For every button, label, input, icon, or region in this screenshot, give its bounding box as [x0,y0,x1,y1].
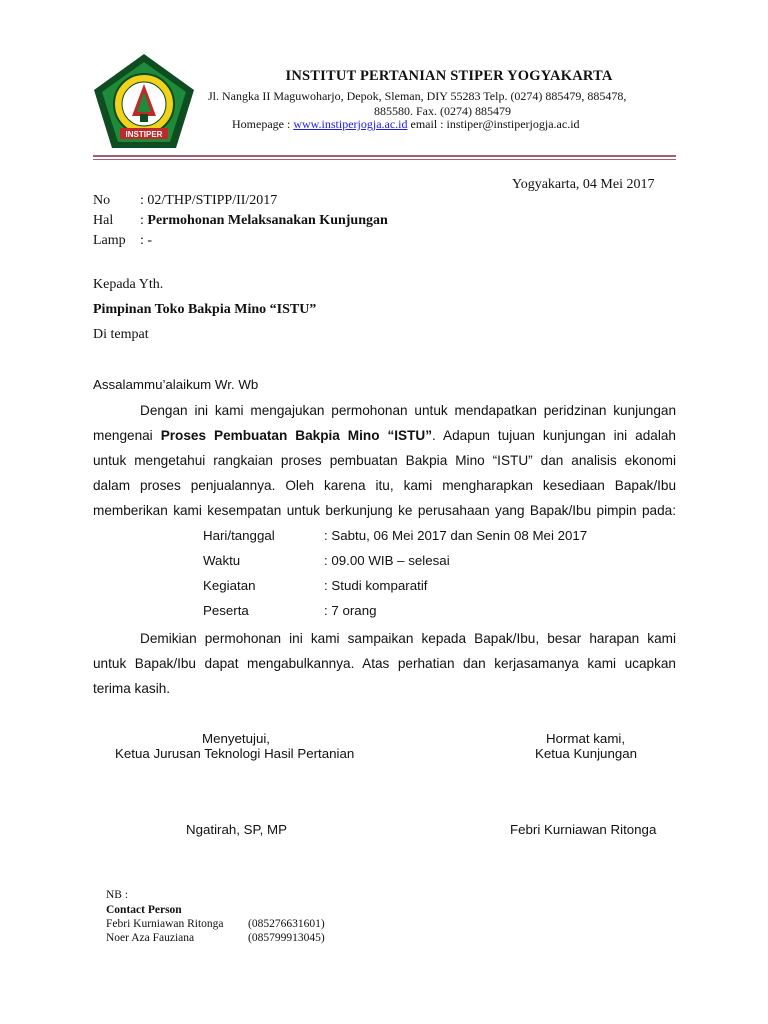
contact-phone-1: (085276631601) [248,918,325,930]
contact-name-2: Noer Aza Fauziana [106,932,195,944]
left-sign-title2: Ketua Jurusan Teknologi Hasil Pertanian [115,746,355,761]
institution-address-line2: 885580. Fax. (0274) 885479 [374,104,511,118]
no-label: No [93,193,111,208]
detail-value-hari: : Sabtu, 06 Mei 2017 dan Senin 08 Mei 2017 [324,528,588,543]
recipient-place: Di tempat [93,327,149,342]
hal-row [140,213,388,229]
nb-label: NB : [106,889,129,901]
para1-line2 [93,423,676,448]
para1-line1: Dengan ini kami mengajukan permohonan untuk mendapatkan peridzinan kunjungan [140,403,676,418]
para1-line5: memberikan kami kesempatan untuk berkunjung ke perusahaan yang Bapak/Ibu pimpin pada: [93,503,676,518]
right-sign-title2: Ketua Kunjungan [535,746,638,761]
institution-logo [90,52,198,152]
contact-name-1: Febri Kurniawan Ritonga [106,918,224,930]
institution-homepage [232,117,580,132]
para2-line3: terima kasih. [93,681,171,696]
detail-value-peserta: : 7 orang [324,603,377,618]
header-rule-thin [93,159,676,160]
para2-line2: untuk Bapak/Ibu dapat mengabulkannya. Atas perhatian dan kerjasamanya kami ucapkan [93,656,676,671]
detail-label-waktu: Waktu [203,553,241,568]
header-rule-thick [93,155,676,157]
homepage-label: Homepage : [232,117,294,131]
para1-line2-c: . Adapun tujuan kunjungan ini adalah [432,428,676,443]
left-sign-name: Ngatirah, SP, MP [186,822,288,837]
right-sign-name: Febri Kurniawan Ritonga [510,822,657,837]
lamp-value: : - [140,233,153,248]
no-value: : 02/THP/STIPP/II/2017 [140,193,278,208]
logo-text: INSTIPER [125,130,163,139]
hal-value: Permohonan Melaksanakan Kunjungan [147,213,388,228]
para1-line2-bold: Proses Pembuatan Bakpia Mino “ISTU” [160,428,433,443]
lamp-label: Lamp [93,233,126,248]
paragraph-closing [93,626,676,701]
email-text: email : instiper@instiperjogja.ac.id [407,117,580,131]
to-line: Kepada Yth. [93,277,164,292]
homepage-link[interactable]: www.instiperjogja.ac.id [293,117,408,131]
paragraph-request [93,398,676,523]
detail-label-hari: Hari/tanggal [203,528,275,543]
greeting: Assalammu’alaikum Wr. Wb [93,377,259,392]
para1-line4: dalam proses penjualannya. Oleh karena itu, kami mengharapkan kesediaan Bapak/Ibu [93,478,676,493]
detail-label-kegiatan: Kegiatan [203,578,256,593]
recipient: Pimpinan Toko Bakpia Mino “ISTU” [93,302,317,317]
para2-line1: Demikian permohonan ini kami sampaikan kepada Bapak/Ibu, besar harapan kami [140,631,676,646]
right-sign-title1: Hormat kami, [546,731,626,746]
hal-label: Hal [93,213,114,228]
para1-line2-a: mengenai [93,428,153,443]
detail-value-waktu: : 09.00 WIB – selesai [324,553,450,568]
hal-sep: : [140,213,148,228]
detail-label-peserta: Peserta [203,603,249,618]
institution-address-line1: Jl. Nangka II Maguwoharjo, Depok, Sleman, DIY 55283 Telp. (0274) 885479, 885478, [208,89,627,103]
para1-line3: untuk mengetahui rangkaian proses pembuatan Bakpia Mino “ISTU” dan analisis ekonomi [93,453,676,468]
detail-value-kegiatan: : Studi komparatif [324,578,428,593]
institution-name: INSTITUT PERTANIAN STIPER YOGYAKARTA [285,68,613,84]
left-sign-title1: Menyetujui, [202,731,270,746]
place-date: Yogyakarta, 04 Mei 2017 [512,177,655,192]
nb-heading: Contact Person [106,904,182,916]
contact-phone-2: (085799913045) [248,932,325,944]
